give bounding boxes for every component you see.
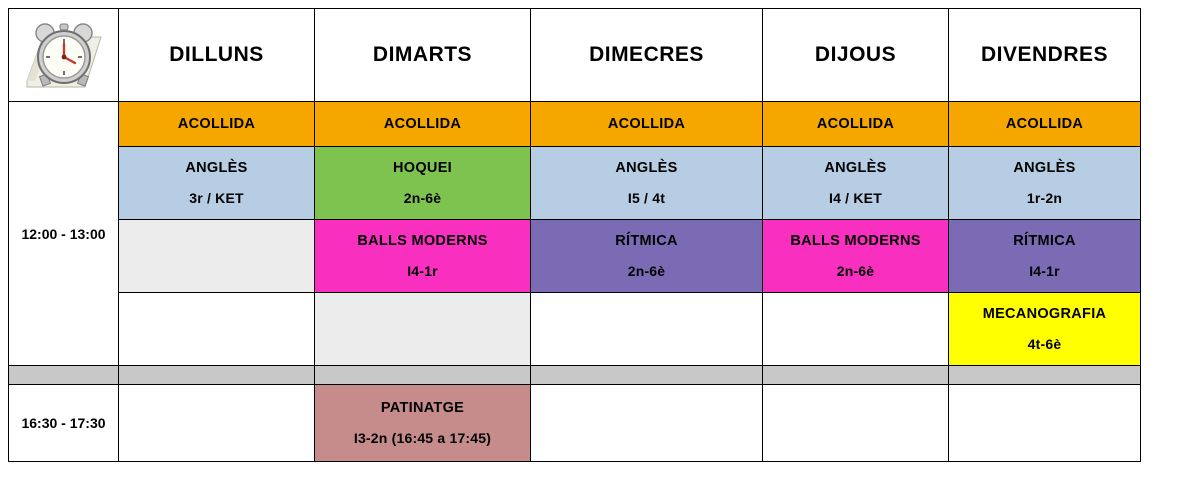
activity-group: 2n-6è xyxy=(836,263,875,280)
activity-group: 1r-2n xyxy=(1026,190,1063,207)
activity-title: ANGLÈS xyxy=(1013,159,1076,176)
activity-cell-empty xyxy=(315,293,531,366)
activity-cell xyxy=(763,147,949,220)
activity-cell-empty xyxy=(531,293,763,366)
activity-cell xyxy=(531,147,763,220)
activity-cell-empty xyxy=(531,385,763,462)
activity-cell xyxy=(315,102,531,147)
activity-content xyxy=(763,385,948,461)
activity-title: HOQUEI xyxy=(393,159,452,176)
activity-cell xyxy=(949,293,1141,366)
activity-title: BALLS MODERNS xyxy=(790,232,921,249)
activity-cell-empty xyxy=(119,220,315,293)
activity-content xyxy=(763,147,948,219)
activity-group: I3-2n (16:45 a 17:45) xyxy=(353,430,492,447)
activity-cell-empty xyxy=(763,385,949,462)
activity-content xyxy=(315,220,530,292)
activity-cell-empty xyxy=(949,385,1141,462)
activity-content xyxy=(949,147,1140,219)
day-header-label: DIMARTS xyxy=(372,43,473,66)
activity-content xyxy=(315,102,530,146)
separator-cell xyxy=(119,366,315,385)
activity-cell xyxy=(531,102,763,147)
separator-cell xyxy=(9,366,119,385)
activity-content xyxy=(315,147,530,219)
separator-cell xyxy=(315,366,531,385)
time-slot-afternoon xyxy=(9,385,119,462)
activity-group: I5 / 4t xyxy=(627,190,666,207)
activity-title: ACOLLIDA xyxy=(177,115,256,132)
activity-cell xyxy=(315,220,531,293)
activity-cell xyxy=(531,220,763,293)
activity-content xyxy=(315,293,530,365)
table-row-fourth xyxy=(9,293,1141,366)
activity-title: ACOLLIDA xyxy=(383,115,462,132)
activity-group: I4 / KET xyxy=(829,190,882,207)
day-header-label: DIJOUS xyxy=(814,43,897,66)
activity-content xyxy=(763,102,948,146)
activity-content xyxy=(119,220,314,292)
activity-content xyxy=(119,102,314,146)
activity-cell-empty xyxy=(763,293,949,366)
activity-title: ANGLÈS xyxy=(185,159,248,176)
activity-title: RÍTMICA xyxy=(615,232,678,249)
activity-content xyxy=(119,147,314,219)
activity-group: 2n-6è xyxy=(627,263,666,280)
time-slot-label: 16:30 - 17:30 xyxy=(21,415,106,431)
activity-cell xyxy=(949,220,1141,293)
activity-content xyxy=(531,385,762,461)
table-row-afternoon xyxy=(9,385,1141,462)
table-header-row xyxy=(9,9,1141,102)
activity-title: RÍTMICA xyxy=(1013,232,1076,249)
alarm-clock-icon xyxy=(21,17,107,93)
activity-content xyxy=(119,293,314,365)
activity-content xyxy=(763,220,948,292)
activity-cell xyxy=(315,385,531,462)
activity-cell xyxy=(949,147,1141,220)
weekly-schedule-table xyxy=(8,8,1141,462)
table-row-second xyxy=(9,147,1141,220)
activity-cell xyxy=(315,147,531,220)
activity-group: 4t-6è xyxy=(1027,336,1062,353)
table-row-acollida xyxy=(9,102,1141,147)
activity-cell-empty xyxy=(119,385,315,462)
activity-group: 3r / KET xyxy=(189,190,244,207)
time-slot-midday xyxy=(9,102,119,366)
activity-title: ACOLLIDA xyxy=(816,115,895,132)
activity-content xyxy=(949,385,1140,461)
activity-content xyxy=(531,102,762,146)
activity-content xyxy=(315,385,530,461)
day-header-label: DIVENDRES xyxy=(980,43,1109,66)
separator-cell xyxy=(531,366,763,385)
schedule-sheet xyxy=(0,8,1189,487)
activity-cell-empty xyxy=(119,293,315,366)
activity-group: I4-1r xyxy=(407,263,438,280)
separator-cell xyxy=(949,366,1141,385)
activity-content xyxy=(531,220,762,292)
activity-content xyxy=(531,147,762,219)
table-row-third xyxy=(9,220,1141,293)
activity-title: PATINATGE xyxy=(380,399,465,416)
day-header-label: DIMECRES xyxy=(589,43,704,66)
activity-content xyxy=(949,293,1140,365)
separator-cell xyxy=(763,366,949,385)
activity-title: ANGLÈS xyxy=(615,159,678,176)
activity-content xyxy=(949,220,1140,292)
day-header-dimecres xyxy=(531,9,763,102)
activity-title: MECANOGRAFIA xyxy=(982,305,1107,322)
table-row-separator xyxy=(9,366,1141,385)
time-slot-label: 12:00 - 13:00 xyxy=(21,225,106,242)
activity-content xyxy=(949,102,1140,146)
activity-group: 2n-6è xyxy=(403,190,442,207)
activity-title: ACOLLIDA xyxy=(1005,115,1084,132)
activity-content xyxy=(531,293,762,365)
activity-cell xyxy=(763,220,949,293)
day-header-dimarts xyxy=(315,9,531,102)
day-header-divendres xyxy=(949,9,1141,102)
activity-title: BALLS MODERNS xyxy=(357,232,488,249)
activity-content xyxy=(119,385,314,461)
day-header-dijous xyxy=(763,9,949,102)
activity-cell xyxy=(949,102,1141,147)
activity-group: I4-1r xyxy=(1029,263,1060,280)
activity-cell xyxy=(119,147,315,220)
clock-icon-cell xyxy=(9,9,119,102)
activity-title: ANGLÈS xyxy=(824,159,887,176)
activity-cell xyxy=(119,102,315,147)
activity-title: ACOLLIDA xyxy=(607,115,686,132)
day-header-dilluns xyxy=(119,9,315,102)
activity-content xyxy=(763,293,948,365)
day-header-label: DILLUNS xyxy=(169,43,264,66)
activity-cell xyxy=(763,102,949,147)
